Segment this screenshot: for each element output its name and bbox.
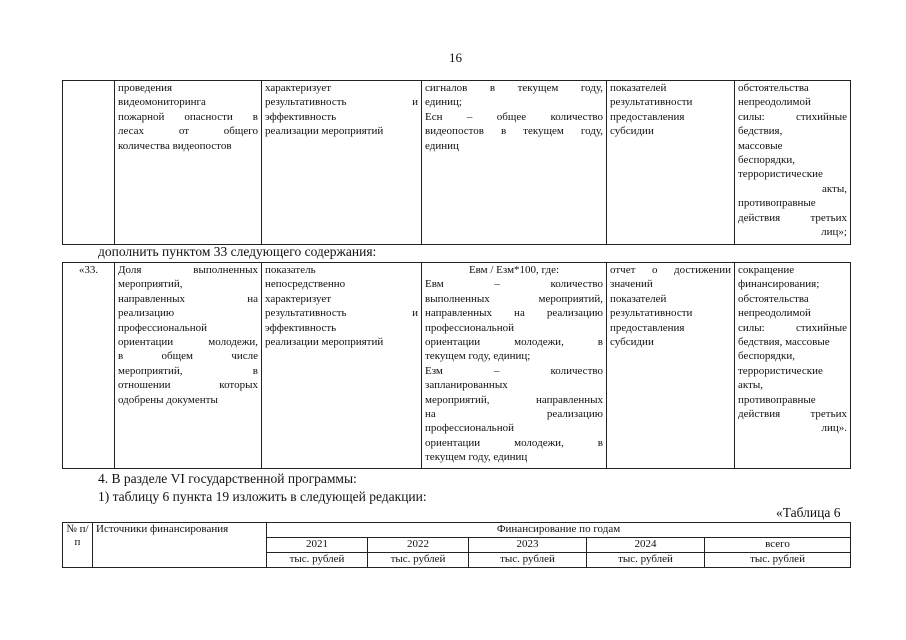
funding-table [62,522,851,568]
item-text: 1) таблицу 6 пункта 19 изложить в следующей редакции: [98,489,427,504]
unit-cell: тыс. рублей [368,553,469,568]
number-cell: «33. [63,263,115,469]
amendment-text: дополнить пунктом 33 следующего содержания: [98,244,377,259]
year-header: 2022 [368,538,469,553]
risk-factors-cell: обстоятельства непреодолимой силы: стихийные бедствия, массовые беспорядки, террористические акты, противоправные действия третьих лиц»; [735,81,851,245]
year-header: 2023 [469,538,587,553]
table-row [63,523,851,538]
risk-factors-cell: сокращение финансирования; обстоятельства непреодолимой силы: стихийные бедствия, массовые беспорядки, террористические акты, противоправные действия третьих лиц». [735,263,851,469]
table-label: «Таблица 6 [776,505,841,520]
formula: Евм / Езм*100, где: [468,264,560,276]
indicator-name-cell: Доля выполненных мероприятий, направленных на реализацию профессиональной ориентации молодежи, в общем числе мероприятий, в отношении которых одобрены документы [115,263,262,469]
page-number: 16 [449,50,462,65]
indicators-table-item-33 [62,262,851,469]
indicator-description-cell: характеризует результативность и эффективность реализации мероприятий [262,81,422,245]
calculation-method-cell: Евм / Езм*100, где: Евм – количество выполненных мероприятий, направленных на реализацию профессиональной ориентации молодежи, в текущем году, единиц; Езм – количество запланированных мероприятий, направленных на реализацию профессиональной ориентации молодежи, в текущем году, единиц [422,263,607,469]
number-cell [63,81,115,245]
table-row [63,81,851,245]
indicator-description-cell: показатель непосредственно характеризует результативность и эффективность реализации мероприятий [262,263,422,469]
number-header: № п/п [63,523,93,568]
indicators-table-continued [62,80,851,245]
data-source-cell: показателей результативности предоставления субсидии [607,81,735,245]
unit-cell: тыс. рублей [705,553,851,568]
total-header: всего [705,538,851,553]
data-source-cell: отчет о достижении значений показателей результативности предоставления субсидии [607,263,735,469]
unit-cell: тыс. рублей [469,553,587,568]
year-header: 2021 [267,538,368,553]
unit-cell: тыс. рублей [267,553,368,568]
funding-header: Финансирование по годам [267,523,851,538]
unit-cell: тыс. рублей [587,553,705,568]
calculation-method-cell: сигналов в текущем году, единиц; Есн – общее количество видеопостов в текущем году, единиц [422,81,607,245]
indicator-name-cell: проведения видеомониторинга пожарной опасности в лесах от общего количества видеопостов [115,81,262,245]
table-row [63,263,851,469]
sources-header: Источники финансирования [93,523,267,568]
section-text: 4. В разделе VI государственной программы: [98,471,357,486]
year-header: 2024 [587,538,705,553]
